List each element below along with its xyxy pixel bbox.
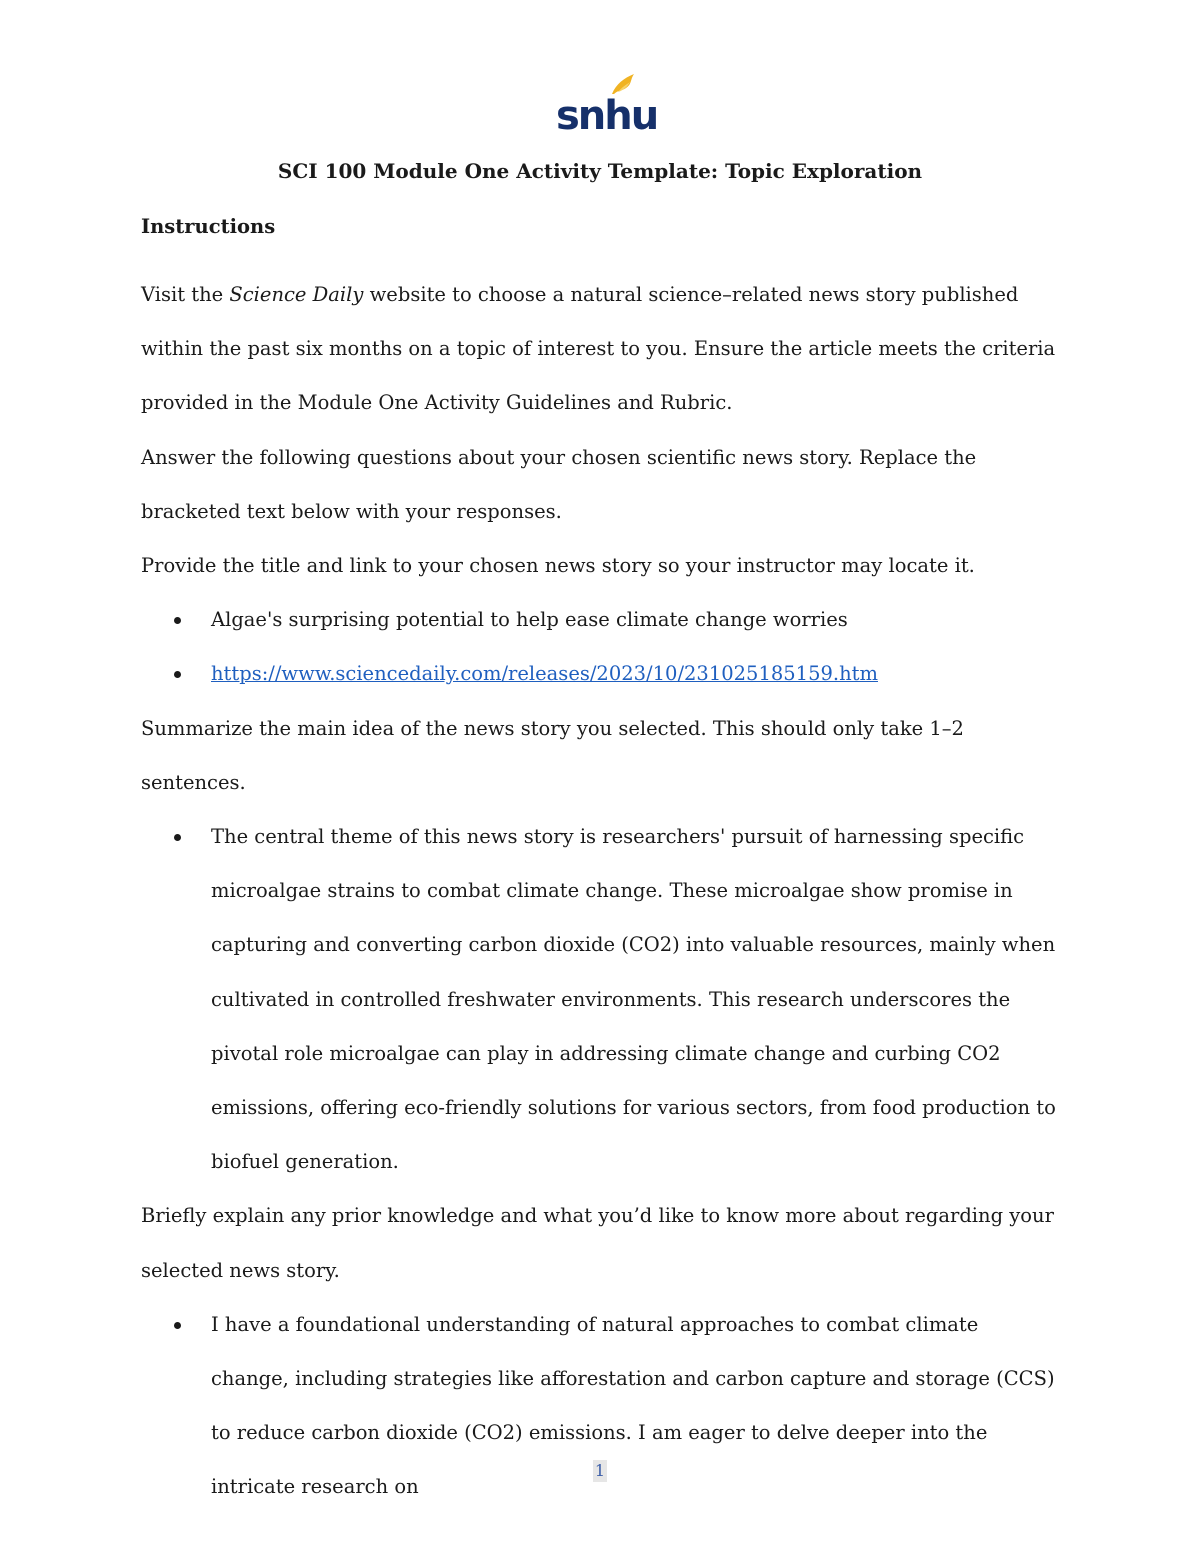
science-daily-name: Science Daily [229, 283, 364, 306]
flame-icon [612, 74, 634, 94]
summary-answer: The central theme of this news story is researchers' pursuit of harnessing specific microalgae strains to combat climate change. These microalgae show promise in capturing and converting carbon dioxide (CO2) into valuable resources, mainly when cultivated in controlled freshwater environments. This research underscores the pivotal role microalgae can play in addressing climate change and curbing CO2 emissions, offering eco-friendly solutions for various sectors, from food production to biofuel generation. [211, 825, 1056, 1174]
question-2-prompt: Summarize the main idea of the news story you selected. This should only take 1–2 sentences. [141, 716, 964, 794]
question-1-answers [141, 593, 1061, 701]
snhu-logo [552, 72, 658, 139]
article-link[interactable]: https://www.sciencedaily.com/releases/2023/10/231025185159.htm [211, 662, 878, 686]
page-number: 1 [594, 1461, 606, 1480]
instructions-intro [141, 268, 1061, 431]
page-title: SCI 100 Module One Activity Template: Topic Exploration [277, 159, 923, 183]
list-item [211, 1298, 1061, 1515]
bullet-icon [174, 834, 181, 841]
intro-after: website to choose a natural science–related news story published within the past six months on a topic of interest to you. Ensure the article meets the criteria provided in the Module One Activity Guidelines and Rubric. [141, 283, 1056, 415]
document-body [141, 214, 1061, 1515]
question-3-answers [141, 1298, 1061, 1515]
question-1-prompt: Provide the title and link to your chosen news story so your instructor may locate it. [141, 554, 975, 578]
list-item [211, 593, 1061, 647]
question-3-prompt: Briefly explain any prior knowledge and what you’d like to know more about regarding your selected news story. [141, 1204, 1054, 1282]
snhu-logo-graphic [552, 72, 658, 139]
bullet-icon [174, 1322, 181, 1329]
logo-wordmark: snhu [556, 93, 658, 139]
intro-before: Visit the [141, 283, 230, 306]
bullet-icon [174, 671, 181, 678]
list-item [211, 810, 1061, 1189]
instructions-heading: Instructions [141, 215, 276, 238]
article-title: Algae's surprising potential to help ease climate change worries [211, 608, 848, 632]
bullet-icon [174, 617, 181, 624]
question-2-answers [141, 810, 1061, 1189]
prior-knowledge-answer: I have a foundational understanding of natural approaches to combat climate change, including strategies like afforestation and carbon capture and storage (CCS) to reduce carbon dioxide (CO2) emissions. I am eager to delve deeper into the intricate research on [211, 1312, 1055, 1499]
answer-instruction: Answer the following questions about your chosen scientific news story. Replace the bracketed text below with your responses. [141, 445, 977, 523]
list-item [211, 647, 1061, 701]
